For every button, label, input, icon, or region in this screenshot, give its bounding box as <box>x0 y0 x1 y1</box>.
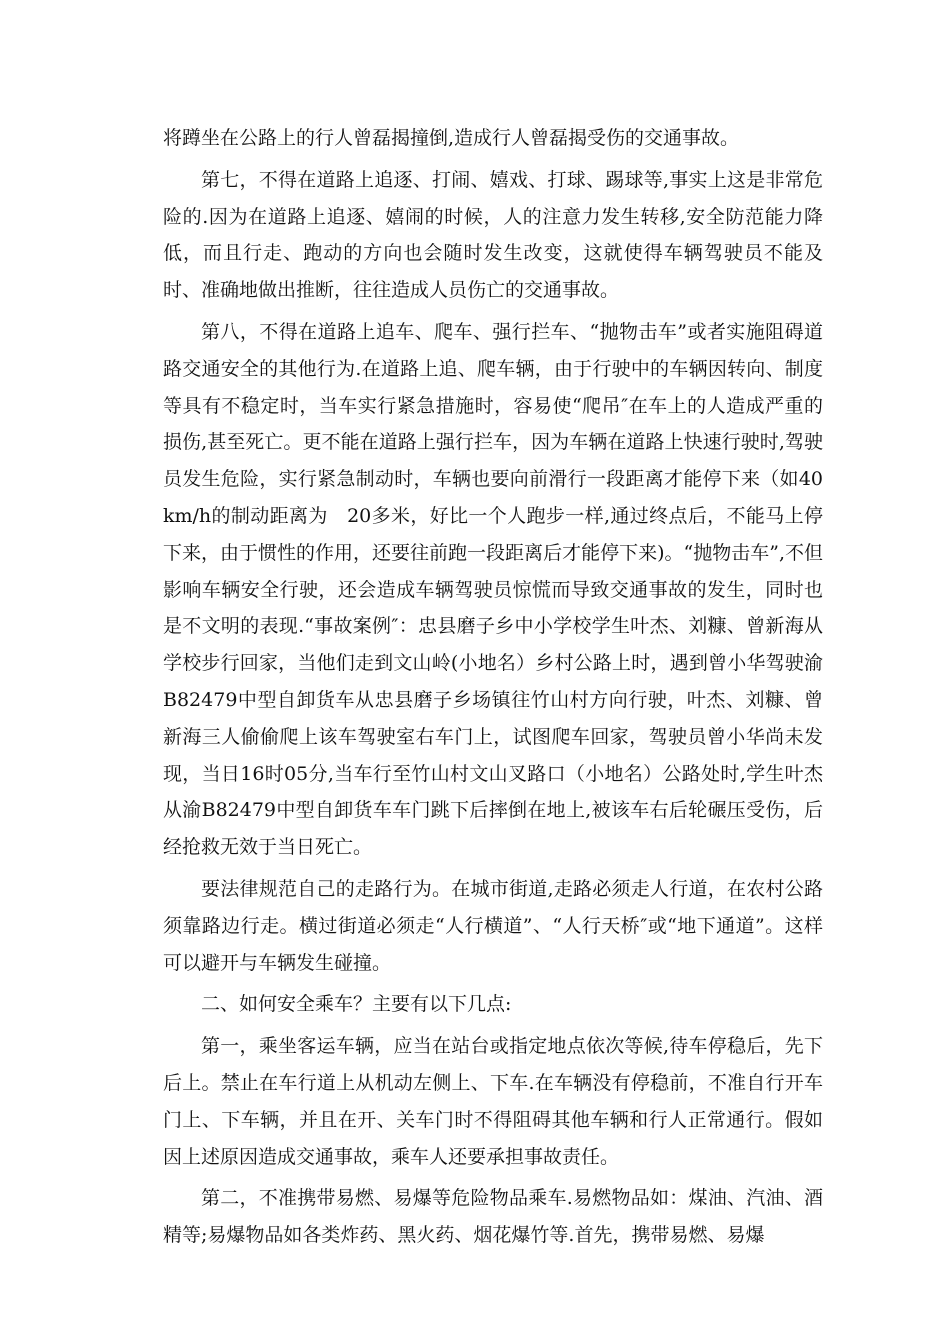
paragraph-1: 将蹲坐在公路上的行人曾磊揭撞倒,造成行人曾磊揭受伤的交通事故。 <box>163 127 740 149</box>
paragraph-7: 第二，不准携带易燃、易爆等危险物品乘车.易燃物品如：煤油、汽油、酒精等;易爆物品如各类炸药、黑火药、烟花爆竹等.首先，携带易燃、易爆 <box>163 1187 823 1247</box>
paragraph-4: 要法律规范自己的走路行为。在城市街道,走路必须走人行道，在农村公路须靠路边行走。横过街道必须走“人行横道”、“人行天桥″或“地下通道”。这样可以避开与车辆发生碰撞。 <box>163 877 823 974</box>
paragraph-5: 二、如何安全乘车？主要有以下几点: <box>201 993 512 1016</box>
paragraph-3: 第八，不得在道路上追车、爬车、强行拦车、“抛物击车”或者实施阻碍道路交通安全的其他行为.在道路上追、爬车辆，由于行驶中的车辆因转向、制度等具有不稳定时，当车实行紧急措施时，容易使“爬吊″在车上的人造成严重的损伤,甚至死亡。更不能在道路上强行拦车，因为车辆在道路上快速行驶时,驾驶员发生危险，实行紧急制动时，车辆也要向前滑行一段距离才能停下来（如40km/h的制动距离为 20多米，好比一个人跑步一样,通过终点后，不能马上停下来，由于惯性的作用，还要往前跑一段距离后才能停下来)。“抛物击车”,不但影响车辆安全行驶，还会造成车辆驾驶员惊慌而导致交通事故的发生，同时也是不文明的表现.“事故案例″：忠县磨子乡中小学校学生叶杰、刘糠、曾新海从学校步行回家，当他们走到文山岭(小地名）乡村公路上时，遇到曾小华驾驶渝B82479中型自卸货车从忠县磨子乡场镇往竹山村方向行驶，叶杰、刘糠、曾新海三人偷偷爬上该车驾驶室右车门上，试图爬车回家，驾驶员曾小华尚未发现，当日16时05分,当车行至竹山村文山叉路口（小地名）公路处时,学生叶杰从渝B82479中型自卸货车车门跳下后摔倒在地上,被该车右后轮碾压受伤，后经抢救无效于当日死亡。 <box>163 320 823 859</box>
paragraph-2: 第七，不得在道路上追逐、打闹、嬉戏、打球、踢球等,事实上这是非常危险的.因为在道路上追逐、嬉闹的时候，人的注意力发生转移,安全防范能力降低，而且行走、跑动的方向也会随时发生改变，这就使得车辆驾驶员不能及时、准确地做出推断，往往造成人员伤亡的交通事故。 <box>163 168 823 302</box>
document-page <box>163 120 823 1254</box>
paragraph-6: 第一，乘坐客运车辆，应当在站台或指定地点依次等候,待车停稳后，先下后上。禁止在车行道上从机动左侧上、下车.在车辆没有停稳前，不准自行开车门上、下车辆，并且在开、关车门时不得阻碍其他车辆和行人正常通行。假如因上述原因造成交通事故，乘车人还要承担事故责任。 <box>163 1035 823 1168</box>
